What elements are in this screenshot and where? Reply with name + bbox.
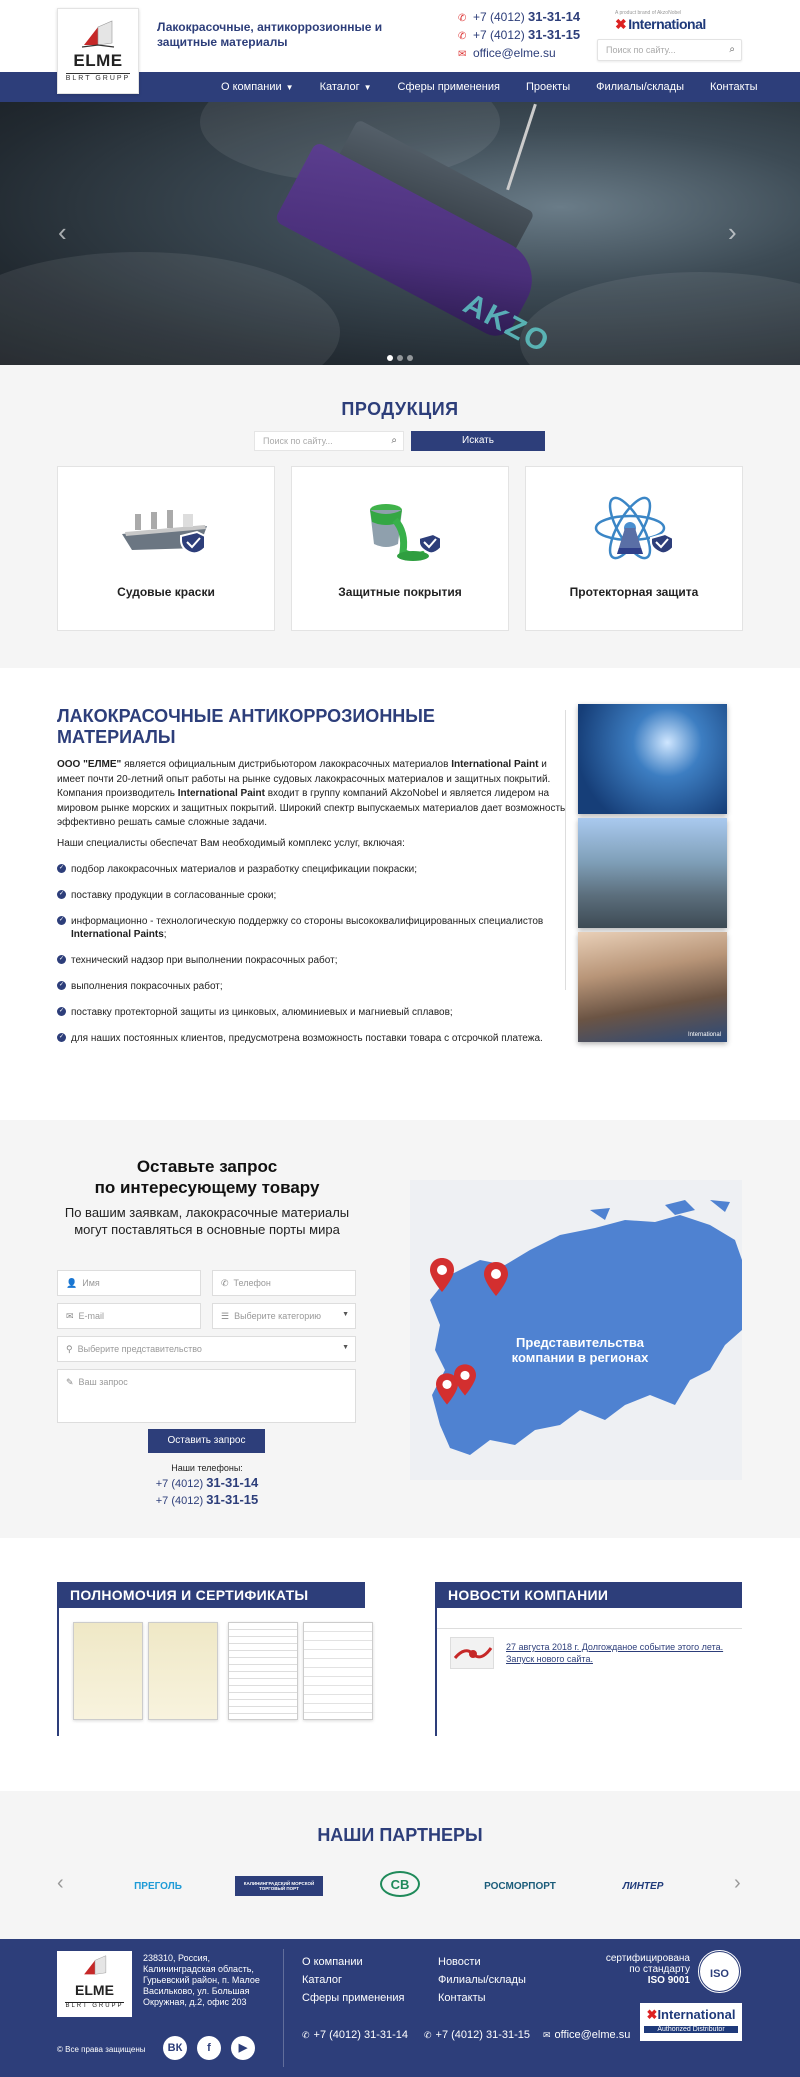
boat-mast [506,104,537,191]
list-item: ✓ подбор лакокрасочных материалов и разработку спецификации покраски; [58,864,418,875]
about-section [0,668,800,1120]
nav-item[interactable]: Проекты [525,81,571,93]
products-title: ПРОДУКЦИЯ [341,399,459,419]
chevron-down-icon: ▼ [342,1344,349,1351]
about-photos [565,704,725,1046]
about-services-intro: Наши специалисты обеспечат Вам необходимый комплекс услуг, включая: [57,838,405,849]
nav-item[interactable]: Каталог ▼ [319,81,372,93]
envelope-icon: ✉ [543,2030,551,2040]
footer-address: 238310, Россия, Калининградская область, Гурьевский район, п. Малое Васильково, ул. Большая Окружная, д.2, офис 203 [143,1953,260,2007]
site-tagline: Лакокрасочные, антикоррозионные и защитные материалы [157,20,383,49]
check-circle-icon: ✓ [58,982,65,988]
message-textarea[interactable]: ✎ Ваш запрос [57,1369,356,1423]
footer-link[interactable]: Новости [438,1956,481,1968]
office-select[interactable]: ⚲ Выберите представительство ▼ [57,1336,356,1362]
request-phone-1[interactable]: +7 (4012) 31-31-14 [155,1475,259,1490]
submit-request-button[interactable]: Оставить запрос [148,1429,265,1453]
product-card-ship-paints[interactable] [57,466,275,631]
x-mark-icon: ✖ [615,16,627,32]
footer-link[interactable]: Сферы применения [302,1992,405,2004]
partner-logo-sv[interactable] [380,1871,420,1897]
footer-logo[interactable]: ELME BLRT GRUPP [57,1951,132,2017]
wave-shape [0,252,340,365]
partner-logo-rosmorport[interactable] [480,1871,560,1901]
phone-field[interactable]: ✆ Телефон [212,1270,356,1296]
header-phone-2[interactable]: ✆ +7 (4012) 31-31-15 [458,27,581,42]
slider-dot[interactable] [397,355,403,361]
phone-icon: ✆ [221,1278,229,1288]
product-card-label: Протекторная защита [569,585,699,599]
certificate-thumbnail[interactable] [73,1622,143,1720]
list-item: ✓ выполнения покрасочных работ; [58,981,223,992]
product-card-protective-coatings[interactable] [291,466,509,631]
nav-item[interactable]: Сферы применения [397,81,500,93]
footer-menu-col2 [438,1953,526,2007]
chat-icon: ✎ [66,1377,74,1387]
partners-section [0,1791,800,1939]
footer-phone-1[interactable]: ✆ +7 (4012) 31-31-14 [302,2029,409,2041]
services-list [57,863,567,1058]
products-search-input[interactable]: Поиск по сайту... ⌕ [254,431,404,451]
about-paragraph: ООО "ЕЛМЕ" является официальным дистрибьютором лакокрасочных материалов International Paint и имеет почти 20-летний опыт работы на рынке судовых лакокрасочных материалов и защитных покрытий. Компания производитель International Paint входит в группу компаний AkzoNobel и является лидером на мировом рынке морских и защитных покрытий. Широкий спектр выпускаемых материалов дает возможность эффективно решать самые сложные задачи. [57,759,566,828]
logo-main-text: ELME [73,51,123,70]
ribbon-icon [451,1638,495,1670]
photo-pipeline-plant [578,818,727,928]
name-field[interactable]: 👤 Имя [57,1270,201,1296]
partner-name: СВ [390,1876,410,1892]
footer-link[interactable]: О компании [302,1956,363,1968]
news-thumbnail[interactable] [450,1637,494,1669]
partner-name: КАЛИНИНГРАДСКИЙ МОРСКОЙ ТОРГОВЫЙ ПОРТ [243,1881,315,1891]
phone-icon: ✆ [458,31,467,42]
request-title: Оставьте запрос по интересующему товару [94,1157,320,1197]
header-phone-1[interactable]: ✆ +7 (4012) 31-31-14 [458,9,581,24]
map-pin-icon[interactable] [454,1364,476,1396]
iso-badge-icon: ISO [697,1949,742,1994]
regions-map[interactable] [410,1180,742,1480]
search-icon[interactable]: ⌕ [391,435,397,446]
brand-name: International [628,16,706,32]
product-card-cathodic-protection[interactable] [525,466,743,631]
site-header [0,0,800,82]
category-select[interactable]: ☰ Выберите категорию ▼ [212,1303,356,1329]
photo-shipyard-workers: International [578,932,727,1042]
hull-text: AKZO [457,287,556,360]
product-card-label: Защитные покрытия [338,585,462,599]
footer-link[interactable]: Контакты [438,1992,486,2004]
nav-item[interactable]: О компании ▼ [221,81,294,93]
x-mark-icon: ✖ [646,2007,658,2022]
partners-title: НАШИ ПАРТНЕРЫ [317,1825,483,1845]
partner-logo-linter[interactable] [618,1871,668,1901]
news-item-link[interactable]: 27 августа 2018 г. Долгожданое событие этого лета. Запуск нового сайта. [506,1642,724,1664]
facebook-icon[interactable]: f [197,2036,221,2060]
products-search-button[interactable]: Искать [411,431,545,451]
footer-email[interactable]: ✉ office@elme.su [543,2029,631,2041]
user-icon: 👤 [66,1278,78,1288]
search-icon[interactable]: ⌕ [729,44,735,55]
ship-icon [117,492,217,572]
chevron-down-icon: ▼ [363,83,372,92]
news-separator [437,1628,742,1629]
partner-name: РОСМОРПОРТ [484,1880,556,1892]
partner-name: ЛИНТЕР [622,1880,664,1892]
youtube-icon[interactable]: ▶ [231,2036,255,2060]
header-contacts [458,10,580,64]
footer-link[interactable]: Каталог [302,1974,342,1986]
copyright-icon: © [57,2045,63,2054]
slider-prev-arrow[interactable]: ‹ [58,217,67,247]
list-item: ✓ информационно - технологическую поддержку со стороны высококвалифицированных специалистов International Paints; [58,916,544,940]
request-phones: Наши телефоны: +7 (4012) 31-31-14 +7 (4012) 31-31-15 [57,1463,357,1507]
brand-small-text: A product brand of AkzoNobel [615,10,682,16]
check-circle-icon: ✓ [58,865,65,871]
book-flag-icon [78,1951,112,1979]
hero-slider [0,102,800,365]
slider-dot[interactable] [387,355,393,361]
certs-title: ПОЛНОМОЧИЯ И СЕРТИФИКАТЫ [57,1582,365,1608]
vk-icon[interactable]: ВК [163,2036,187,2060]
check-circle-icon: ✓ [58,917,65,923]
nav-item[interactable]: Филиалы/склады [596,81,684,93]
header-search-input[interactable]: Поиск по сайту... ⌕ [597,39,742,61]
map-label: Представительства компании в регионах [511,1335,649,1365]
phone-icon: ✆ [424,2030,432,2040]
footer-rights: © Все права защищены [57,2045,146,2054]
check-circle-icon: ✓ [58,1008,65,1014]
partner-name: ПРЕГОЛЬ [134,1880,182,1892]
check-circle-icon: ✓ [58,956,65,962]
certificate-thumbnail[interactable] [228,1622,298,1720]
map-pin-icon: ⚲ [66,1344,73,1354]
phone-icon: ✆ [302,2030,310,2040]
site-footer [0,1939,800,2077]
check-circle-icon: ✓ [58,1034,65,1040]
nav-item[interactable]: Контакты [710,81,758,93]
footer-link[interactable]: Филиалы/склады [438,1974,526,1986]
list-item: ✓ поставку протекторной защиты из цинковых, алюминиевых и магниевый сплавов; [58,1007,453,1018]
check-circle-icon: ✓ [58,891,65,897]
partner-logo-kmtp[interactable] [235,1876,323,1896]
slider-next-arrow[interactable]: › [728,217,737,247]
slider-dot[interactable] [407,355,413,361]
envelope-icon: ✉ [66,1311,74,1321]
chevron-down-icon: ▼ [285,83,294,92]
list-item: ✓ технический надзор при выполнении покрасочных работ; [58,955,338,966]
paint-bucket-icon [351,492,451,572]
list-item: ✓ поставку продукции в согласованные сроки; [58,890,277,901]
slider-dots [385,352,415,364]
request-section [0,1120,800,1538]
footer-phone-2[interactable]: ✆ +7 (4012) 31-31-15 [424,2029,531,2041]
footer-menu-col1 [302,1953,404,2007]
book-flag-icon [78,15,118,51]
envelope-icon: ✉ [458,49,467,60]
logo-sub-text: BLRT GRUPP [65,75,131,82]
footer-cert-text: сертифицирована по стандарту ISO 9001 [605,1953,690,1986]
about-title: ЛАКОКРАСОЧНЫЕ АНТИКОРРОЗИОННЫЕ МАТЕРИАЛЫ [57,706,435,747]
footer-divider [283,1949,284,2067]
request-phone-2[interactable]: +7 (4012) 31-31-15 [155,1492,259,1507]
partner-logo-pregol[interactable] [128,1871,188,1901]
list-icon: ☰ [221,1311,230,1321]
phone-icon: ✆ [458,13,467,24]
certs-left-border [57,1608,59,1736]
site-logo[interactable] [57,8,139,94]
request-subtitle: По вашим заявкам, лакокрасочные материалы могут поставляться в основные порты мира [64,1205,350,1237]
partners-next-arrow[interactable]: › [734,1872,741,1894]
map-pin-icon[interactable] [430,1258,454,1292]
international-distributor-badge[interactable]: ✖International Authorized Distributor [640,2003,742,2041]
atom-flask-icon [585,492,685,572]
partners-prev-arrow[interactable]: ‹ [57,1872,64,1894]
news-title: НОВОСТИ КОМПАНИИ [435,1582,742,1608]
product-card-label: Судовые краски [117,585,215,599]
map-pin-icon[interactable] [484,1262,508,1296]
certs-news-section [0,1538,800,1791]
certificate-thumbnail[interactable] [303,1622,373,1720]
header-email[interactable]: ✉ office@elme.su [458,46,556,60]
wave-shape [520,272,800,365]
international-brand-logo[interactable] [615,10,725,32]
email-field[interactable]: ✉ E-mail [57,1303,201,1329]
chevron-down-icon: ▼ [342,1311,349,1318]
certificate-thumbnail[interactable] [148,1622,218,1720]
products-section [0,365,800,668]
list-item: ✓ для наших постоянных клиентов, предусмотрена возможность поставки товара с отсрочкой платежа. [58,1033,543,1044]
russia-map-shape [410,1180,742,1480]
photo-painting-worker [578,704,727,814]
